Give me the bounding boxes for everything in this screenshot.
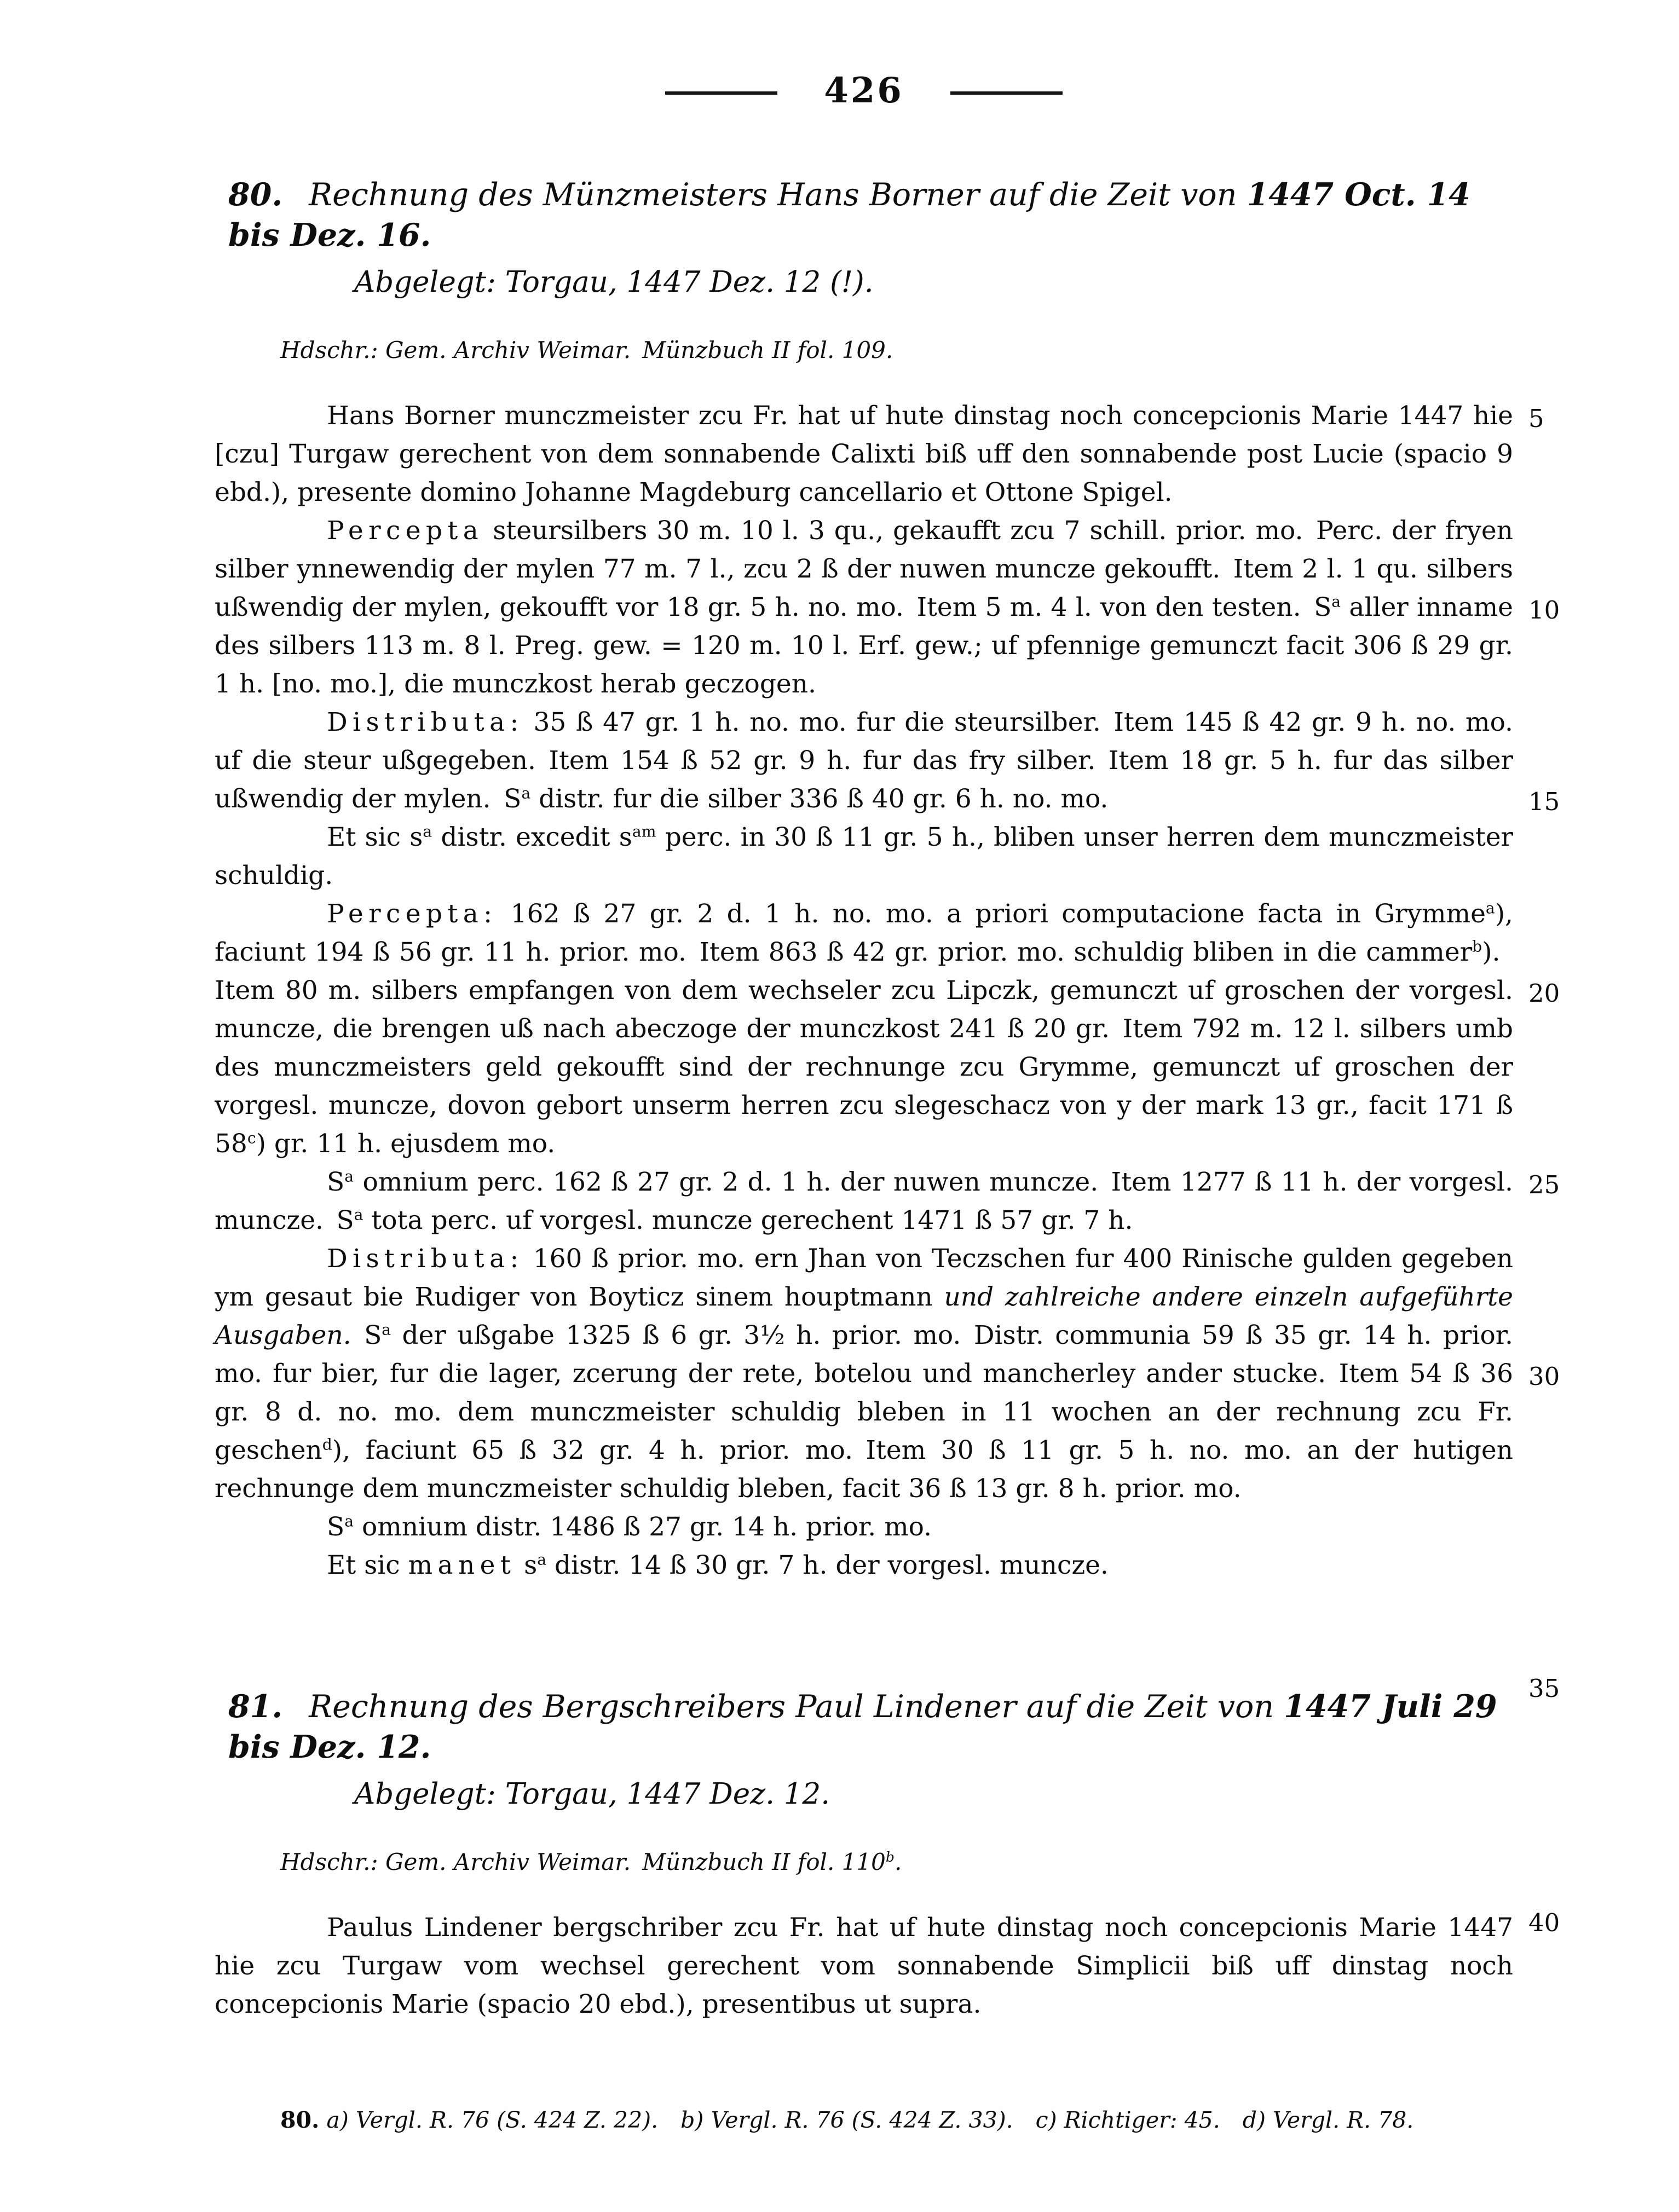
- body-paragraph: $S^a$ omnium distr. 1486 ß 27 gr. 14 h. prior. mo.: [327, 1512, 932, 1542]
- entry-81-number: 81.: [228, 1688, 283, 1725]
- entry-80-heading: [228, 175, 1513, 256]
- entry-80-number: 80.: [228, 176, 283, 213]
- margin-line-number-35: 35: [1528, 1674, 1560, 1703]
- body-paragraph: Distributa: 35 ß 47 gr. 1 h. no. mo. fur die steursilber. Item 145 ß 42 gr. 9 h. no. mo. uf die steur ußgegeben. Item 154 ß 52 gr. 9 h. fur das fry silber. Item 18 gr. 5 h. fur das silber ußwendig der mylen. $S^a$ distr. fur die silber 336 ß 40 gr. 6 h. no. mo.: [215, 707, 1513, 814]
- entry-81-title: Rechnung des Bergschreibers Paul Lindener auf die Zeit von 1447 Juli 29 bis Dez. 12.: [228, 1688, 1497, 1765]
- entry-81-heading: [228, 1687, 1513, 1768]
- entry-81-body: [215, 1909, 1513, 2024]
- page-rule-right: [950, 91, 1063, 95]
- entry-81-source: Hdschr.: Gem. Archiv Weimar. Münzbuch II fol. 110$^b$.: [280, 1849, 902, 1875]
- entry-80-title: Rechnung des Münzmeisters Hans Borner auf die Zeit von 1447 Oct. 14 bis Dez. 16.: [228, 176, 1470, 253]
- body-paragraph: Percepta: 162 ß 27 gr. 2 d. 1 h. no. mo. a priori computacione facta in Grymme$^a$), faciunt 194 ß 56 gr. 11 h. prior. mo. Item 863 ß 42 gr. prior. mo. schuldig bliben in die cammer$^b$). Item 80 m. silbers empfangen von dem wechseler zcu Lipczk, gemunczt uf groschen der vorgesl. muncze, die brengen uß nach abeczoge der munczkost 241 ß 20 gr. Item 792 m. 12 l. silbers umb des munczmeisters geld gekoufft sind der rechnunge zcu Grymme, gemunczt uf groschen der vorgesl. muncze, dovon gebort unserm herren zcu slegeschacz von y der mark 13 gr., facit 171 ß 58$^c$) gr. 11 h. ejusdem mo.: [215, 899, 1513, 1159]
- footnote: 80. a) Vergl. R. 76 (S. 424 Z. 22). b) Vergl. R. 76 (S. 424 Z. 33). c) Richtiger: 45. d) Vergl. R. 78.: [280, 2107, 1414, 2133]
- margin-line-number-25: 25: [1528, 1170, 1560, 1199]
- margin-line-number-40: 40: [1528, 1908, 1560, 1937]
- entry-80: [215, 175, 1513, 1585]
- margin-line-number-10: 10: [1528, 596, 1560, 625]
- body-paragraph: Paulus Lindener bergschriber zcu Fr. hat uf hute dinstag noch concepcionis Marie 1447 hie zcu Turgaw vom wechsel gerechent vom sonnabende Simplicii biß uff dinstag noch concepcionis Marie (spacio 20 ebd.), presentibus ut supra.: [215, 1913, 1513, 2019]
- margin-line-number-20: 20: [1528, 979, 1560, 1008]
- page-header: [215, 70, 1513, 111]
- entry-81: [215, 1687, 1513, 2024]
- body-paragraph: Et sic manet $s^a$ distr. 14 ß 30 gr. 7 h. der vorgesl. muncze.: [327, 1550, 1109, 1580]
- page-number: 426: [824, 70, 904, 111]
- body-paragraph: Et sic $s^a$ distr. excedit $s^{am}$ perc. in 30 ß 11 gr. 5 h., bliben unser herren dem munczmeister schuldig.: [215, 822, 1513, 891]
- body-paragraph: Percepta steursilbers 30 m. 10 l. 3 qu., gekaufft zcu 7 schill. prior. mo. Perc. der fryen silber ynnewendig der mylen 77 m. 7 l., zcu 2 ß der nuwen muncze gekoufft. Item 2 l. 1 qu. silbers ußwendig der mylen, gekoufft vor 18 gr. 5 h. no. mo. Item 5 m. 4 l. von den testen. $S^a$ aller inname des silbers 113 m. 8 l. Preg. gew. = 120 m. 10 l. Erf. gew.; uf pfennige gemunczt facit 306 ß 29 gr. 1 h. [no. mo.], die munczkost herab geczogen.: [215, 516, 1513, 699]
- margin-line-number-30: 30: [1528, 1362, 1560, 1391]
- entry-80-source: Hdschr.: Gem. Archiv Weimar. Münzbuch II fol. 109.: [280, 337, 893, 363]
- margin-line-number-15: 15: [1528, 787, 1560, 816]
- body-paragraph: $S^a$ omnium perc. 162 ß 27 gr. 2 d. 1 h. der nuwen muncze. Item 1277 ß 11 h. der vorgesl. muncze. $S^a$ tota perc. uf vorgesl. muncze gerechent 1471 ß 57 gr. 7 h.: [215, 1167, 1513, 1235]
- margin-line-number-5: 5: [1528, 404, 1544, 433]
- text-block: [215, 70, 1513, 2135]
- page-rule-left: [665, 91, 777, 95]
- entry-80-abgelegt: Abgelegt: Torgau, 1447 Dez. 12 (!).: [354, 265, 874, 299]
- entry-80-body: [215, 397, 1513, 1585]
- entry-81-abgelegt: Abgelegt: Torgau, 1447 Dez. 12.: [354, 1777, 830, 1811]
- body-paragraph: Hans Borner munczmeister zcu Fr. hat uf hute dinstag noch concepcionis Marie 1447 hie [czu] Turgaw gerechent von dem sonnabende Calixti biß uff den sonnabende post Lucie (spacio 9 ebd.), presente domino Johanne Magdeburg cancellario et Ottone Spigel.: [215, 401, 1513, 507]
- body-paragraph: Distributa: 160 ß prior. mo. ern Jhan von Teczschen fur 400 Rinische gulden gegeben ym gesaut bie Rudiger von Boyticz sinem houptmann und zahlreiche andere einzeln aufgeführte Ausgaben. $S^a$ der ußgabe 1325 ß 6 gr. 3½ h. prior. mo. Distr. communia 59 ß 35 gr. 14 h. prior. mo. fur bier, fur die lager, zcerung der rete, botelou und mancherley ander stucke. Item 54 ß 36 gr. 8 d. no. mo. dem munczmeister schuldig bleben in 11 wochen an der rechnung zcu Fr. geschen$^d$), faciunt 65 ß 32 gr. 4 h. prior. mo. Item 30 ß 11 gr. 5 h. no. mo. an der hutigen rechnunge dem munczmeister schuldig bleben, facit 36 ß 13 gr. 8 h. prior. mo.: [215, 1244, 1513, 1504]
